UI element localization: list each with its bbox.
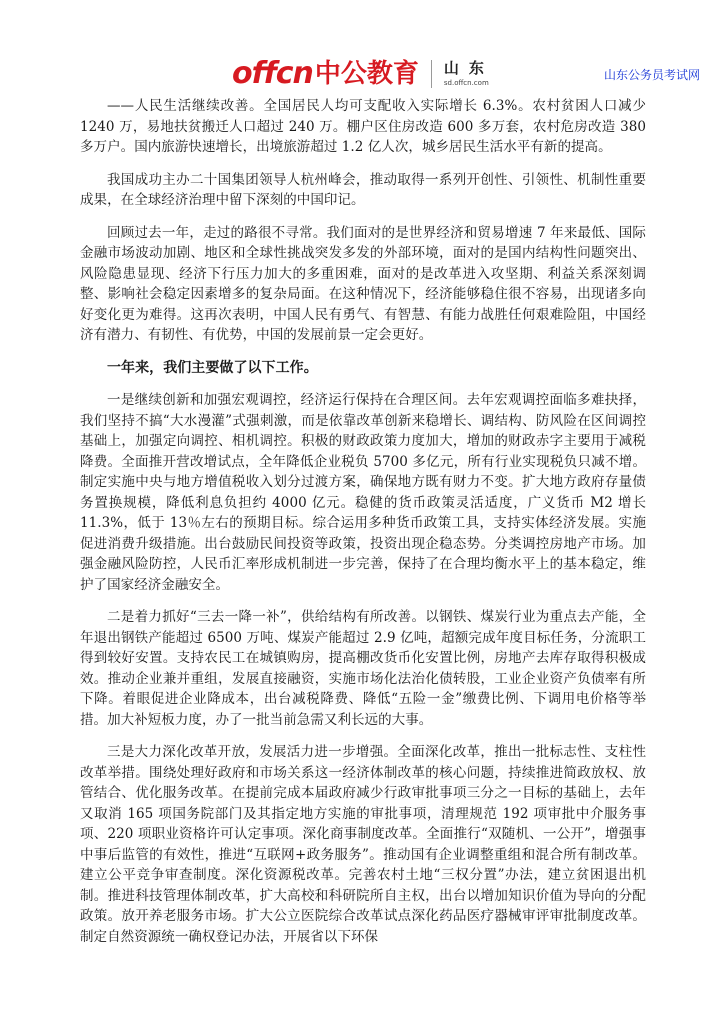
paragraph-supply-side: 二是着力抓好“三去一降一补”，供给结构有所改善。以钢铁、煤炭行业为重点去产能，全年退出钢铁产能超过 6500 万吨、煤炭产能超过 2.9 亿吨，超额完成年度目标任务，分流职工得到较好安置。支持农民工在城镇购房，提高棚改货币化安置比例，房地产去库存取得积极成效。推动企业兼并重组，发展直接融资，实施市场化法治化债转股，工业企业资产负债率有所下降。着眼促进企业降成本，出台减税降费、降低“五险一金”缴费比例、下调用电价格等举措。加大补短板力度，办了一批当前急需又利长远的大事。 (80, 609, 646, 728)
page-header (0, 0, 724, 92)
document-body (80, 96, 646, 959)
paragraph-g20-summit: 我国成功主办二十国集团领导人杭州峰会，推动取得一系列开创性、引领性、机制性重要成果，在全球经济治理中留下深刻的中国印记。 (80, 171, 646, 208)
logo-divider (431, 60, 432, 88)
paragraph-review: 回顾过去一年，走过的路很不寻常。我们面对的是世界经济和贸易增速 7 年来最低、国际金融市场波动加剧、地区和全球性挑战突发多发的外部环境，面对的是国内结构性问题突出、风险隐患显现、经济下行压力加大的多重困难，面对的是改革进入攻坚期、利益关系深刻调整、影响社会稳定因素增多的复杂局面。在这种情况下，经济能够稳住很不容易，出现诸多向好变化更为难得。这再次表明，中国人民有勇气、有智慧、有能力战胜任何艰难险阻，中国经济有潜力、有韧性、有优势，中国的发展前景一定会更好。 (80, 224, 646, 343)
offcn-logo[interactable] (232, 56, 494, 92)
region-url: sd.offcn.com (443, 79, 489, 87)
logo-chinese-text: 中公教育 (314, 59, 419, 89)
paragraph-macro-control: 一是继续创新和加强宏观调控，经济运行保持在合理区间。去年宏观调控面临多难抉择，我们坚持不搞“大水漫灌”式强刺激，而是依靠改革创新来稳增长、调结构、防风险在区间调控基础上，加强定向调控、相机调控。积极的财政政策力度加大，增加的财政赤字主要用于减税降费。全面推开营改增试点，全年降低企业税负 5700 多亿元，所有行业实现税负只减不增。制定实施中央与地方增值税收入划分过渡方案，确保地方既有财力不变。扩大地方政府存量债务置换规模，降低利息负担约 4000 亿元。稳健的货币政策灵活适度，广义货币 M2 增长 11.3%，低于 13％左右的预期目标。综合运用多种货币政策工具，支持实体经济发展。实施促进消费升级措施。出台鼓励民间投资等政策，投资出现企稳态势。分类调控房地产市场。加强金融风险防控，人民币汇率形成机制进一步完善，保持了在合理均衡水平上的基本稳定，维护了国家经济金融安全。 (80, 392, 646, 593)
section-heading: 一年来，我们主要做了以下工作。 (107, 359, 318, 376)
paragraph-reform-opening: 三是大力深化改革开放，发展活力进一步增强。全面深化改革，推出一批标志性、支柱性改革举措。围绕处理好政府和市场关系这一经济体制改革的核心问题，持续推进简政放权、放管结合、优化服务改革。在提前完成本届政府减少行政审批事项三分之一目标的基础上，去年又取消 165 项国务院部门及其指定地方实施的审批事项，清理规范 192 项审批中介服务事项、220 项职业资格许可认定事项。深化商事制度改革。全面推行“双随机、一公开”，增强事中事后监管的有效性，推进“互联网+政务服务”。推动国有企业调整重组和混合所有制改革。建立公平竞争审查制度。深化资源税改革。完善农村土地“三权分置”办法，建立贫困退出机制。推进科技管理体制改革，扩大高校和科研院所自主权，出台以增加知识价值为导向的分配政策。放开养老服务市场。扩大公立医院综合改革试点深化药品医疗器械审评审批制度改革。制定自然资源统一确权登记办法，开展省以下环保 (80, 744, 646, 945)
region-block (444, 61, 494, 87)
logo-english-text: offcn (232, 56, 313, 91)
site-link[interactable]: 山东公务员考试网 (603, 68, 700, 82)
paragraph-living-standards: ——人民生活继续改善。全国居民人均可支配收入实际增长 6.3%。农村贫困人口减少 1240 万，易地扶贫搬迁人口超过 240 万。棚户区住房改造 600 多万套，农村危房改造 380 多万户。国内旅游快速增长，出境旅游超过 1.2 亿人次，城乡居民生活水平有新的提高。 (80, 98, 646, 155)
region-name: 山东 (443, 59, 494, 77)
